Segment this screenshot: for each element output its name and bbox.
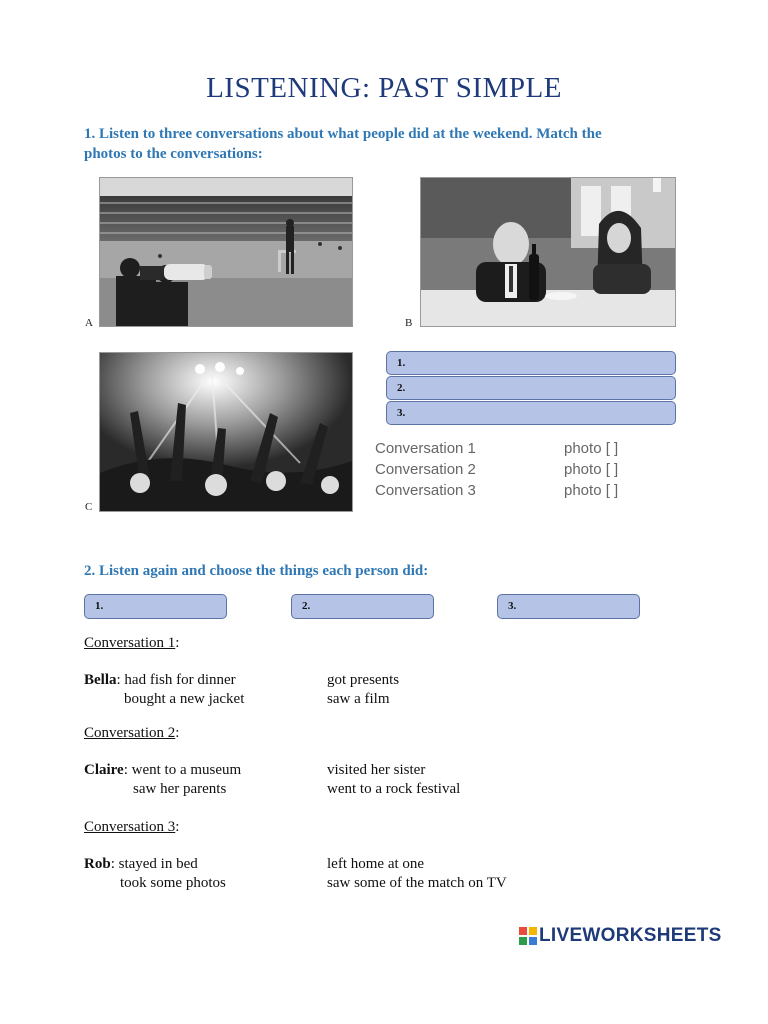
conversation-3-option-1-text: : stayed in bed — [110, 856, 198, 872]
exercise1-instruction-line2: photos to the conversations: — [84, 146, 263, 162]
photo-a-label: A — [85, 317, 93, 329]
exercise1-instruction — [84, 124, 704, 164]
photo-a-image — [100, 178, 352, 326]
conversation-1-heading — [84, 634, 179, 653]
page-title: LISTENING: PAST SIMPLE — [206, 72, 562, 104]
conversation-2-option-3[interactable]: visited her sister — [327, 762, 426, 778]
conversation-1-heading-colon: : — [175, 635, 180, 651]
conversation-1-option-2[interactable]: bought a new jacket — [124, 691, 245, 707]
exercise1-answer-box-1[interactable]: 1. — [386, 351, 676, 375]
conversation-3-option-2[interactable]: took some photos — [120, 875, 226, 891]
exercise2-answer-box-1[interactable]: 1. — [84, 594, 227, 619]
photo-b-label: B — [405, 317, 413, 329]
exercise1-answer-box-2[interactable]: 2. — [386, 376, 676, 400]
conversation-2-option-1[interactable] — [84, 761, 241, 780]
liveworksheets-logo[interactable] — [519, 925, 722, 947]
conversation-3-option-1[interactable] — [84, 855, 198, 874]
conversation-3-heading — [84, 818, 179, 837]
exercise1-instruction-line1: 1. Listen to three conversations about what people did at the weekend. Match the — [84, 126, 602, 142]
conversation-3-heading-colon: : — [175, 819, 180, 835]
conversation-3-name: Conversation 3 — [375, 482, 476, 499]
conversation-3-photo: photo [ ] — [564, 482, 619, 499]
conversation-1-option-1-text: : had fish for dinner — [116, 672, 236, 688]
conversation-2-photo: photo [ ] — [564, 461, 619, 478]
liveworksheets-logo-text: LIVEWORKSHEETS — [539, 925, 722, 946]
conversation-1-option-4[interactable]: saw a film — [327, 691, 390, 707]
conversation-1-heading-text: Conversation 1 — [84, 635, 176, 651]
conversation-2-heading — [84, 724, 179, 743]
photo-c-label: C — [85, 501, 93, 513]
conversation-1-option-3[interactable]: got presents — [327, 672, 400, 688]
photo-b-image — [421, 178, 675, 326]
conversation-1-photo: photo [ ] — [564, 440, 619, 457]
person-name-bella: Bella — [84, 672, 117, 688]
conversation-2-heading-colon: : — [175, 725, 180, 741]
exercise1-answer-box-3[interactable]: 3. — [386, 401, 676, 425]
person-name-rob: Rob — [84, 856, 111, 872]
conversation-2-option-2[interactable]: saw her parents — [133, 781, 227, 797]
conversation-1-name: Conversation 1 — [375, 440, 476, 457]
conversation-2-heading-text: Conversation 2 — [84, 725, 176, 741]
photo-a-stadium — [99, 177, 353, 327]
conversation-3-option-4[interactable]: saw some of the match on TV — [327, 875, 507, 891]
photo-c-concert — [99, 352, 353, 512]
conversation-3-heading-text: Conversation 3 — [84, 819, 176, 835]
conversation-1-option-1[interactable] — [84, 671, 236, 690]
exercise2-answer-box-3[interactable]: 3. — [497, 594, 640, 619]
conversation-2-option-4[interactable]: went to a rock festival — [327, 781, 461, 797]
conversation-3-option-3[interactable]: left home at one — [327, 856, 425, 872]
conversation-2-option-1-text: : went to a museum — [123, 762, 242, 778]
conversation-2-name: Conversation 2 — [375, 461, 476, 478]
exercise2-instruction: 2. Listen again and choose the things each person did: — [84, 563, 429, 579]
photo-b-restaurant — [420, 177, 676, 327]
photo-c-image — [100, 353, 352, 511]
exercise2-answer-box-2[interactable]: 2. — [291, 594, 434, 619]
liveworksheets-logo-icon — [519, 927, 537, 945]
person-name-claire: Claire — [84, 762, 124, 778]
